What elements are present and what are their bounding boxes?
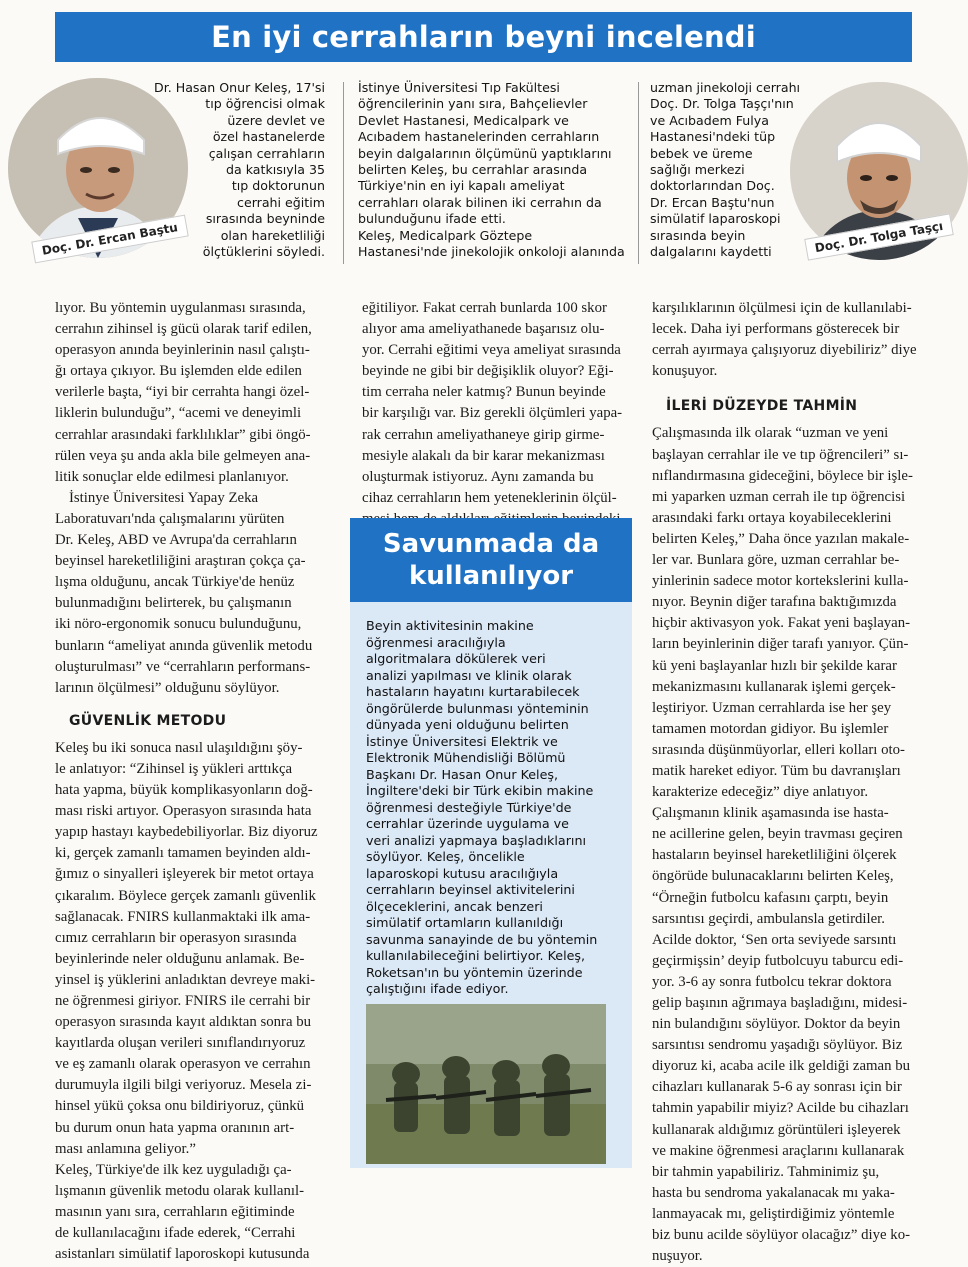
divider [638, 82, 639, 264]
divider [343, 82, 344, 264]
intro-column-2: İstinye Üniversitesi Tıp Fakültesi öğrencilerinin yanı sıra, Bahçelievler Devlet Hastanesi, Medicalpark ve Acıbadem hastanelerinden cerrahların beyin dalgalarının ölçümünü yaptıklarını belirten Keleş, bu cerrahlar arasında Türkiye'nin en iyi kapalı ameliyat cerrahları olarak bilinen iki cerrahın da bulunduğunu ifade etti. Keleş, Medicalpark Göztepe Hastanesi'nde jinekolojik onkoloji alanında [358, 80, 625, 260]
caption-tolga-tasci: Doç. Dr. Tolga Taşçı [804, 213, 953, 260]
paragraph: Keleş, Türkiye'de ilk kez uyguladığı ça- lışmanın güvenlik metodu olarak kullanıl- masının yanı sıra, cerrahların eğitiminde de kullanılacağını ifade ederek, “Cerrahi asistanları simülatif laporoskopi kutusunda [55, 1161, 310, 1263]
intro-column-1: Dr. Hasan Onur Keleş, 17'si tıp öğrencisi olmak üzere devlet ve özel hastanelerde çalışan cerrahların da katkısıyla 35 tıp doktorunun cerrahi eğitim sırasında beyninde olan hareketliliği ölçtüklerini söyledi. [154, 80, 325, 260]
subheading-guvenlik-metodu: GÜVENLİK METODU [69, 712, 227, 729]
paragraph: Keleş bu iki sonuca nasıl ulaşıldığını şöy- le anlatıyor: “Zihinsel iş yükleri arttıkça hata yapma, büyük komplikasyonların doğ- ması riski artıyor. Operasyon sırasında hata yapıp hastayı kaybedebiliyorlar. Biz diyoruz ki, gerçek zamanlı tamamen beyinden aldı- ğımız o sinyalleri işleyerek bir metot ortaya çıkaralım. Böylece gerçek zamanlı güvenlik sağlanacak. FNIRS kullanmaktaki ilk ama- cımız cerrahların bir operasyon sırasında beyinlerinde neler olduğunu anlamak. Be- yinsel iş yüklerini anladıktan devreye maki- ne öğrenmesi giriyor. FNIRS ile cerrahi bir operasyon sırasında kayıt aldıktan sonra bu kayıtlarda oluşan verileri sınıflandırıyoruz ve eş zamanlı olarak operasyon ve cerrahın durumuyla ilgili bilgi veriyoruz. Mesela zi- hinsel yükü çoksa onu bildiriyoruz, çünkü bu durum onun hata yapma oranının art- ması anlamına geliyor.” [55, 739, 318, 1157]
paragraph: eğitiliyor. Fakat cerrah bunlarda 100 skor alıyor ama ameliyathanede başarısız olu- yor. Cerrahi eğitimi veya ameliyat sırasında beyinde ne gibi bir değişiklik oluyor? Eği- tim cerraha neler katmış? Bunun beyinde bir karşılığı var. Biz gerekli ölçümleri yapa- rak cerrahın ameliyathaneye girip girme- mesiyle alakalı da bir karar mekanizması oluşturmak istiyoruz. Aynı zamanda bu cihaz cerrahların hem yeteneklerinin ölçül- [362, 300, 623, 506]
intro-column-3: uzman jinekoloji cerrahı Doç. Dr. Tolga Taşçı'nın ve Acıbadem Fulya Hastanesi'ndeki tüp bebek ve üreme sağlığı merkezi doktorlarından Doç. Dr. Ercan Baştu'nun simülatif laparoskopi sırasında beyin dalgalarını kaydetti [650, 80, 801, 260]
paragraph: karşılıklarının ölçülmesi için de kullanılabi- lecek. Daha iyi performans gösterecek bir cerrah ayırmaya çalışıyoruz diyebiliriz” diye konuşuyor. [652, 300, 917, 380]
article-column-1 [55, 298, 325, 1265]
soldiers-photo-image [366, 1004, 606, 1164]
soldiers-photo [366, 1004, 606, 1164]
headline-banner [55, 12, 912, 62]
article-column-3 [652, 298, 928, 1267]
sidebar-title: Savunmada da kullanılıyor [350, 518, 632, 602]
sidebar-text: Beyin aktivitesinin makine öğrenmesi aracılığıyla algoritmalara dökülerek veri analizi yapılması ve klinik olarak hastaların hayatını kurtarabilecek öngörülerde bulunması yönteminin dünyada yeni olduğunu belirten İstinye Üniversitesi Elektrik ve Elektronik Mühendisliği Bölümü Başkanı Dr. Hasan Onur Keleş, İngiltere'deki bir Türk ekibin makine öğrenmesi desteğiyle Türkiye'de cerrahlar üzerinde uygulama ve veri analizi yapmaya başladıklarını söylüyor. Keleş, öncelikle laparoskopi kutusu aracılığıyla cerrahların beyinsel aktivitelerini ölçeceklerini, ancak benzeri simülatif ortamların kullanıldığı savunma sanayinde de bu yöntemin kullanılabileceğini belirtiyor. Keleş, Roketsan'ın bu yöntemin üzerinde çalıştığını ifade ediyor. [366, 618, 598, 996]
paragraph: Çalışmanın klinik aşamasında ise hasta- ne acillerine gelen, beyin travması geçiren hastaların beyinsel hareketliliğini ölçerek öngörüde bulunacaklarını belirten Keleş, “Örneğin futbolcu kafasını çarptı, beyin sarsıntısı geçirdi, ambulansla getirdiler. Acilde doktor, ‘Sen orta seviyede sarsıntı geçirmişsin’ deyip futbolcuyu taburcu edi- yor. 3-6 ay sonra futbolcu tekrar doktora gelip başının ağrımaya başladığını, midesi- nin bulandığını söylüyor. Doktor da beyin sarsıntısı sendromu yaşadığı söylüyor. Biz diyoruz ki, acaba acile ilk geldiği zaman bu cihazları kullanarak 5-6 ay sonrası için bir tahmin yapabilir miyiz? Acilde bu cihazları kullanarak aldığımız görüntüleri işleyerek ve makine öğrenmesi araçlarını kullanarak bir tahmin yapabiliriz. Tahminimiz şu, hasta bu sendroma yakalanacak mı yaka- lanmayacak mı, geliştirdiğimiz yöntemle biz bunu acilde söylüyor olacağız” diye ko- nuşuyor. [652, 805, 911, 1265]
subheading-ileri-duzeyde-tahmin: İLERİ DÜZEYDE TAHMİN [666, 398, 858, 415]
paragraph: İstinye Üniversitesi Yapay Zeka Laboratuvarı'nda çalışmalarını yürüten Dr. Keleş, ABD ve Avrupa'da cerrahların beyinsel hareketliliğini araştıran çokça ça- lışma olduğunu, ancak Türkiye'de henüz bulunmadığını belirterek, bu çalışmanın iki nöro-ergonomik sonucu bulunduğunu, bunların “ameliyat anında güvenlik metodu oluşturulması” ve “cerrahların performans- larının ölçülmesi” olduğunu söylüyor. [55, 489, 313, 696]
caption-ercan-bastu: Doç. Dr. Ercan Baştu [31, 215, 188, 264]
headline: En iyi cerrahların beyni incelendi [211, 20, 756, 54]
article-column-2 [362, 298, 624, 530]
paragraph: Çalışmasında ilk olarak “uzman ve yeni başlayan cerrahlar ile ve tıp öğrencileri” sı- nıflandırmasına gideceğini, böylece bir işle- mi yaparken uzman cerrah ile tıp öğrencisi arasındaki farkı ortaya koyabileceklerini belirten Keleş,” Daha önce yazılan makale- ler var. Bunlara göre, uzman cerrahlar be- yinlerinin sadece motor kortekslerini kulla- nıyor. Beynin diğer tarafına baktığımızda hiçbir aktivasyon yok. Fakat yeni başlayan- ların beyinlerinin diğer tarafı yanıyor. Çün- kü yeni başlayanlar hızlı bir şekilde karar mekanizmasını kullanarak işlemi gerçek- leştiriyor. Uzman cerrahlarda ise her şey tamamen motordan gidiyor. Bu işlemler sırasında düşünmüyorlar, elleri kolları oto- matik hareket ediyor. Tüm bu davranışları karakterize edeceğiz” diye anlatıyor. [652, 425, 913, 801]
paragraph: lıyor. Bu yöntemin uygulanması sırasında, cerrahın zihinsel iş gücü olarak tarif edilen, operasyon anında beyinlerinin nasıl çalıştı- ğı ortaya çıkıyor. Bu işlemden elde edilen verilerle başta, “iyi bir cerrahta hangi özel- liklerin bulunduğu”, “acemi ve deneyimli cerrahlar arasındaki farklılıklar” gibi öngö- rülen veya şu anda akla bile gelmeyen ana- litik sonuçlar elde edilmesi planlanıyor. [55, 300, 312, 485]
